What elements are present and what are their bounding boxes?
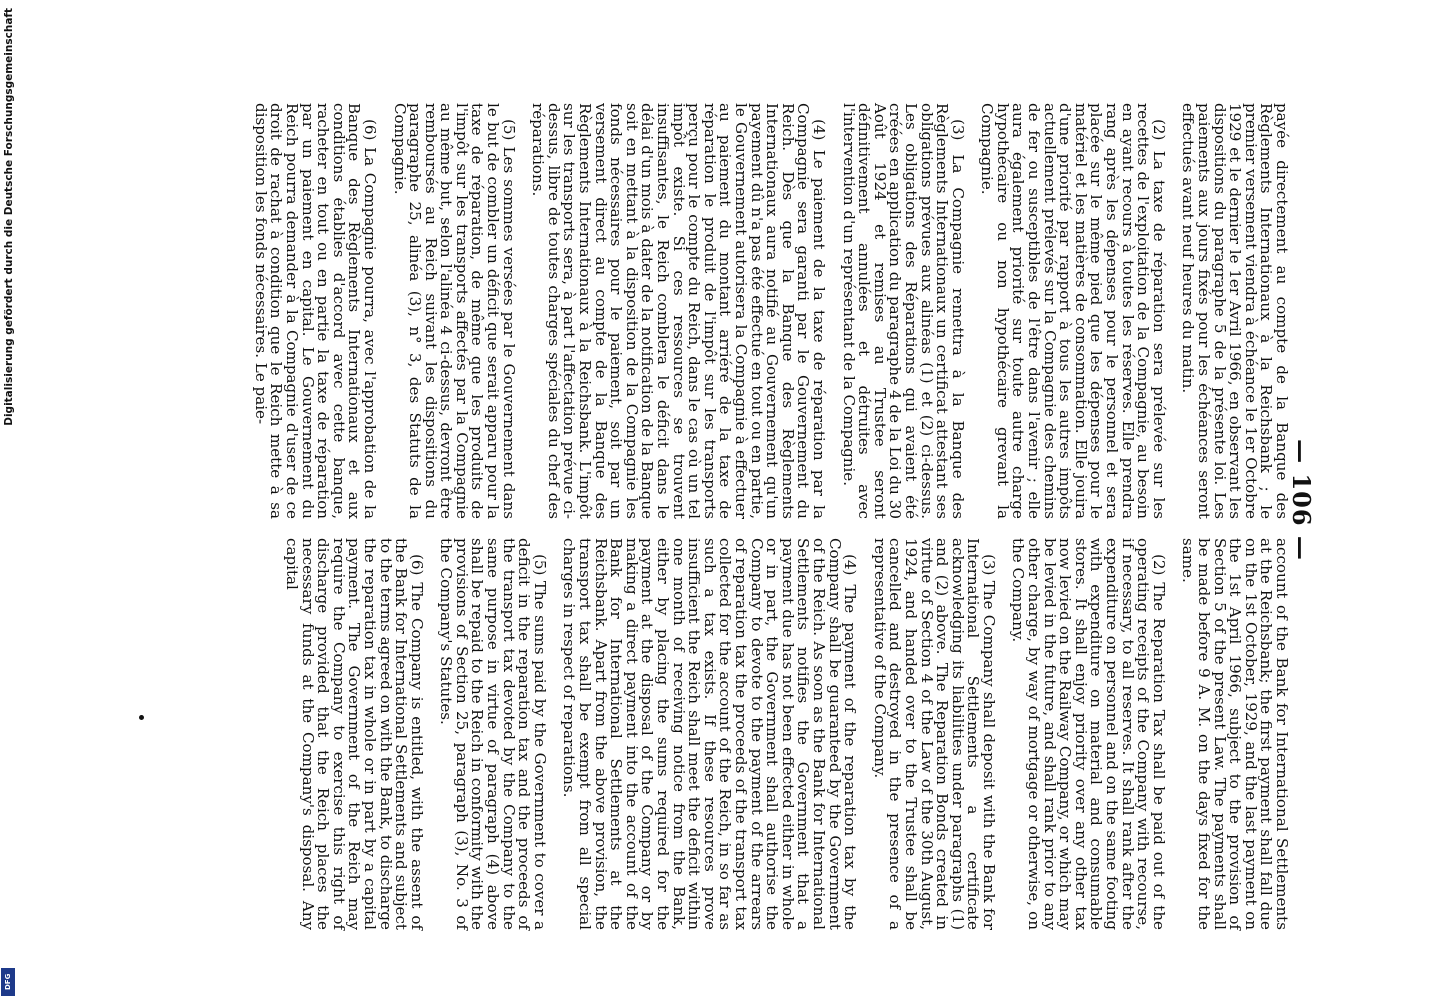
french-paragraph-2: (2) La taxe de réparation sera prélevée sur les recettes de l'exploitation de la Compagnie, au besoin en ayant recours à toutes les réserves. Elle prendra rang après les dépenses pour le personnel et sera placée sur le même pied que les dépenses pour le matériel et les matières de consommation. Elle jouira d'une priorité par rapport à tous les autres impôts actuellement prélevés sur la Compagnie des chemins de fer ou susceptibles de l'être dans l'avenir ; elle aura également priorité sur toute autre charge hypothécaire ou non hypothécaire grevant la Compagnie. — [978, 103, 1168, 519]
english-paragraph-5: (5) The sums paid by the Government to cover a deficit in the reparation tax and the proceeds of the transport tax devoted by the Company to the same purpose in virtue of paragraph (4) above shall be repaid to the Reich in conformity with the provisions of Section 25, paragraph (3), No. 3 of the Company's Statutes. — [437, 538, 549, 930]
french-column — [252, 103, 1289, 519]
english-column — [283, 538, 1289, 930]
english-paragraph-2: (2) The Reparation Tax shall be paid out of the operating receipts of the Company with recourse, if necessary, to all reserves. It shall rank after the expenditure on personnel and on the same footing with expenditure on material and consumable stores. It shall enjoy priority over any other tax now levied on the Railway Company, or which may be levied in the future, and shall rank prior to any other charge, by way of mortgage or otherwise, on the Company. — [1009, 538, 1168, 930]
french-paragraph-4: (4) Le paiement de la taxe de réparation par la Compagnie sera garanti par le Gouvernement du Reich. Dès que la Banque des Règlements Internationaux aura notifié au Gouvernement qu'un payement dû n'a pas été effectué en tout ou en partie, le Gouvernement autorisera la Compagnie à effectuer au paiement du montant arriéré de la taxe de réparation le produit de l'impôt sur les transports perçu pour le compte du Reich, dans le cas où un tel impôt existe. Si ces ressources se trouvent insuffisantes, le Reich comblera le déficit dans le délai d'un mois à dater de la notification de la Banque soit en mettant à la disposition de la Compagnie les fonds nécessaires pour le paiement, soit par un versement direct au compte de la Banque des Règlements Internationaux à la Reichsbank. L'impôt sur les transports sera, à part l'affectation prévue ci-dessus, libre de toutes charges spéciales du chef des réparations. — [529, 103, 828, 519]
english-paragraph-4: (4) The payment of the reparation tax by the Company shall be guaranteed by the Government of the Reich. As soon as the Bank for International Settlements notifies the Government that a payment due has not been effected either in whole or in part, the Government shall authorise the Company to devote to the payment of the arrears of reparation tax the proceeds of the transport tax collected for the account of the Reich, in so far as such a tax exists. If these resources prove insufficient the Reich shall meet the deficit within one month of receiving notice from the Bank, either by placing the sums required for the payment at the disposal of the Company or by making a direct payment into the account of the Bank for International Settlements at the Reichsbank. Apart from the above provision, the transport tax shall be exempt from all special charges in respect of reparations. — [560, 538, 860, 930]
english-paragraph-6: (6) The Company is entitled, with the assent of the Bank for International Settlements and subject to the terms agreed on with the Bank, to discharge the reparation tax in whole or in part by a capital payment. The Government of the Reich may require the Company to exercise this right of discharge provided that the Reich places the necessary funds at the Company's disposal. Any capital — [282, 538, 426, 930]
english-paragraph-intro: account of the Bank for International Settlements at the Reichsbank; the first payment shall fall due on the 1st October, 1929, and the last payment on the 1st April 1966, subject to the provision of Section 5 of the present Law. The payments shall be made before 9 A. M. on the days fixed for the same. — [1179, 538, 1291, 930]
french-paragraph-intro: payée directement au compte de la Banque des Règlements Internationaux à la Reichsbank ; le premier versement viendra à échéance le 1er Octobre 1929 et le dernier le 1er Avril 1966, en observant les dispositions du paragraphe 5 de la présente loi. Les paiements aux jours fixés pour les échéances seront effectués avant neuf heures du matin. — [1179, 103, 1291, 519]
french-paragraph-5: (5) Les sommes versées par le Gouvernement dans le but de combler un déficit que serait apparu pour la taxe de réparation, de même que les produits de l'impôt sur les transports affectés par la Compagnie au même but, selon l'alinéa 4 ci-dessus, devront être remboursés au Reich suivant les dispositions du paragraphe 25, alinéa (3), n° 3, des Statuts de la Compagnie. — [390, 103, 518, 519]
credit-text: Digitalisierung gefördert durch die Deutsche Forschungsgemeinschaft — [3, 8, 15, 426]
english-paragraph-3: (3) The Company shall deposit with the Bank for International Settlements a certificate acknowledging its liabilities under paragraphs (1) and (2) above. The Reparation Bonds created in virtue of Section 4 of the Law of the 30th August, 1924, and handed over to the Trustee shall be cancelled and destroyed in the presence of a representative of the Company. — [870, 538, 998, 930]
digitisation-credit — [0, 0, 16, 1000]
page-number: — 106 — — [1287, 439, 1316, 561]
dfg-logo-icon: DFG — [1, 968, 15, 996]
print-mark-dot — [139, 715, 144, 720]
french-paragraph-6: (6) La Compagnie pourra, avec l'approbation de la Banque des Règlements Internationaux et aux conditions établies d'accord avec cette banque, racheter en tout ou en partie la taxe de réparation par un paiement en capital. Le Gouvernement du Reich pourra demander à la Compagnie d'user de ce droit de rachat à condition que le Reich mette à sa disposition les fonds nécessaires. Le paie- — [251, 103, 379, 519]
french-paragraph-3: (3) La Compagnie remettra à la Banque des Règlements Internationaux un certificat attestant ses obligations prévues aux alinéas (1) et (2) ci-dessus. Les obligations des Réparations qui avaient été créées en application du paragraphe 4 de la Loi du 30 Août 1924 et remises au Trustee seront définitivement annulées et détruites avec l'intervention d'un représentant de la Compagnie. — [839, 103, 967, 519]
